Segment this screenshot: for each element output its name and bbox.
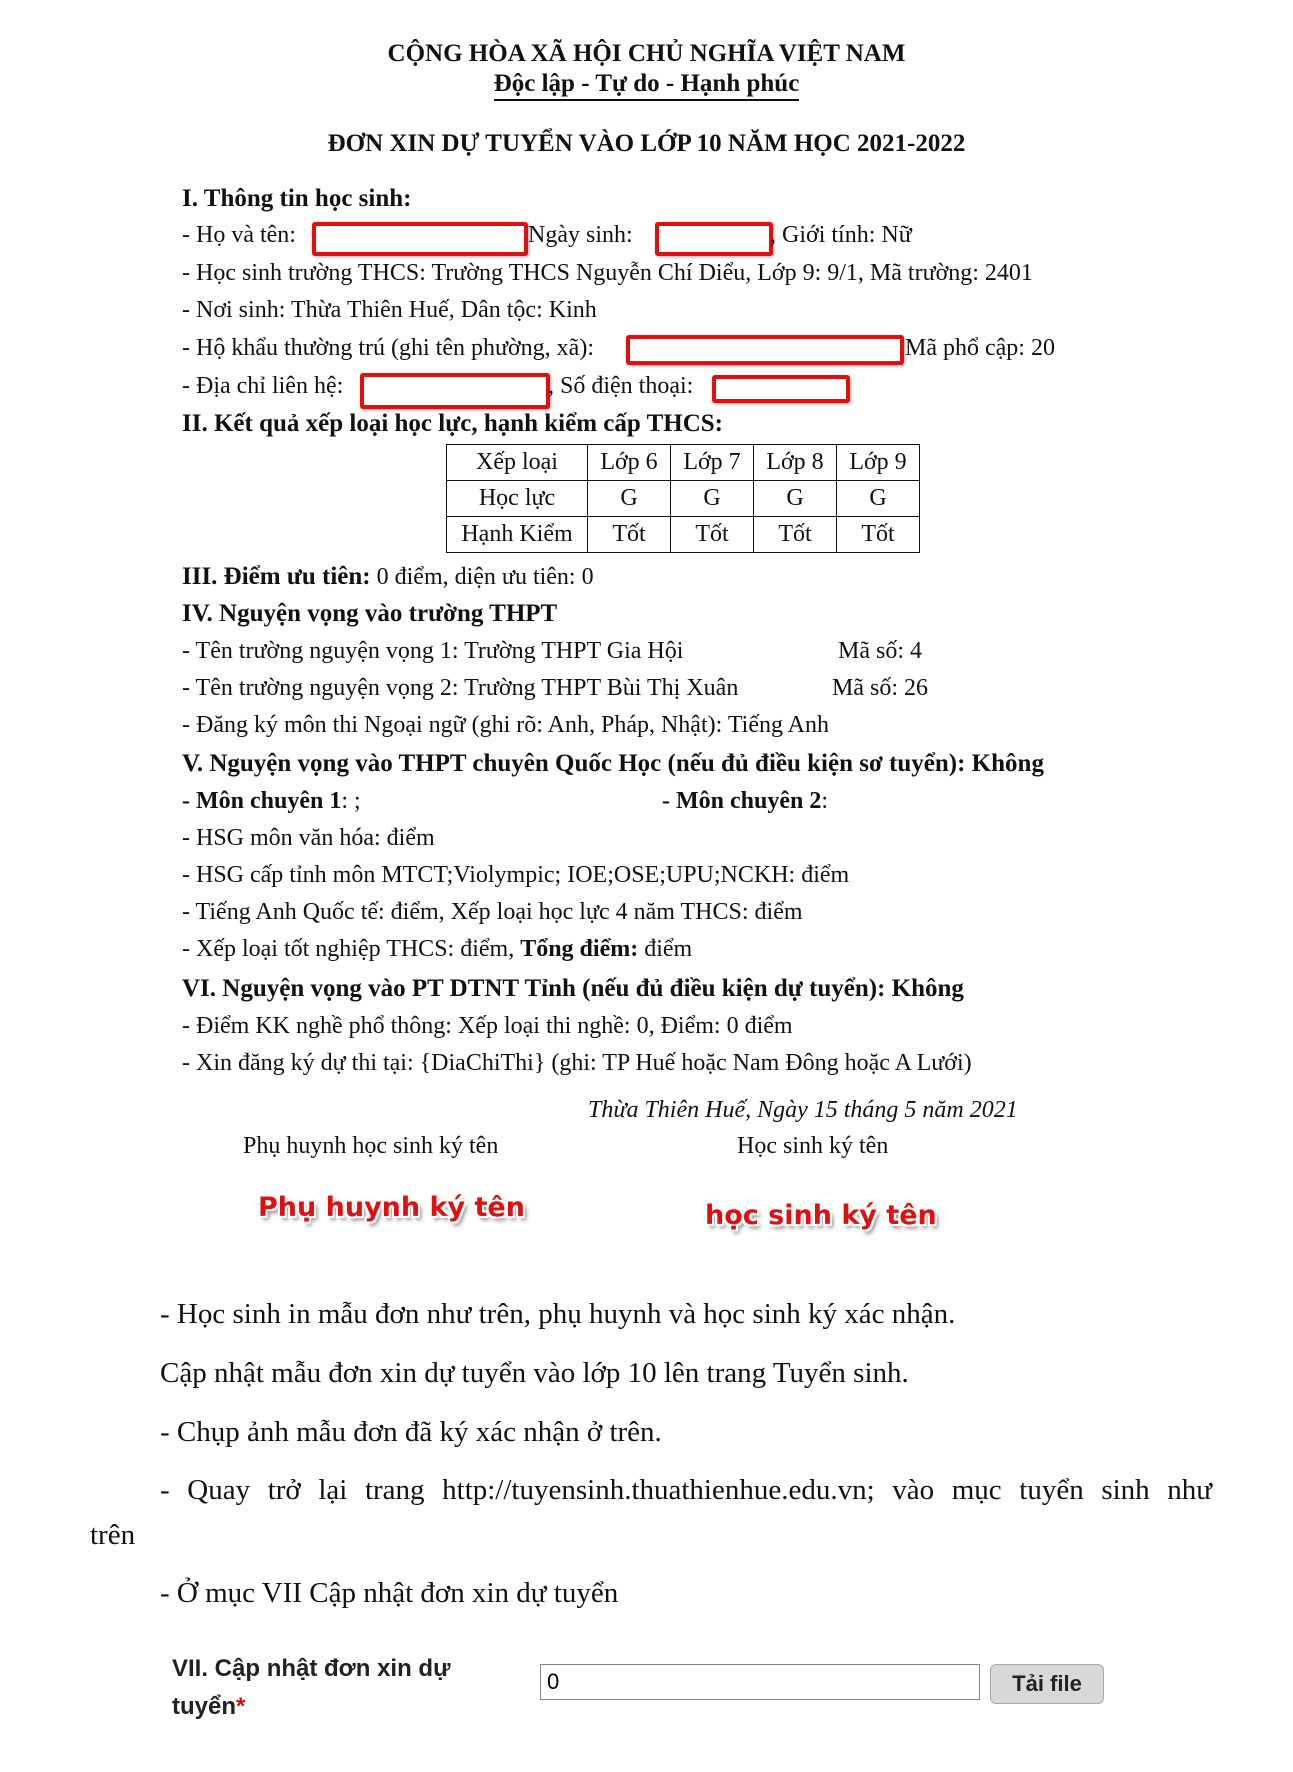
mon-chuyen-1 <box>182 788 361 815</box>
motto <box>0 70 1293 98</box>
required-mark: * <box>236 1693 246 1720</box>
redacted-residence <box>626 335 904 365</box>
country-title: CỘNG HÒA XÃ HỘI CHỦ NGHĨA VIỆT NAM <box>387 40 906 67</box>
instruction-1: - Học sinh in mẫu đơn như trên, phụ huynh và học sinh ký xác nhận. <box>160 1298 956 1330</box>
mon-chuyen-2 <box>662 788 828 815</box>
hsg-line: - HSG môn văn hóa: điểm <box>182 825 435 851</box>
grades-table <box>446 444 920 553</box>
section4-heading: IV. Nguyện vọng vào trường THPT <box>182 600 558 627</box>
table-header-cell: Lớp 8 <box>754 445 837 481</box>
birthplace-line: - Nơi sinh: Thừa Thiên Huế, Dân tộc: Kinh <box>182 297 597 323</box>
table-header-cell: Lớp 9 <box>837 445 920 481</box>
phone-label: , Số điện thoại: <box>548 373 694 399</box>
section5-heading: V. Nguyện vọng vào THPT chuyên Quốc Học (nếu đủ điều kiện sơ tuyển): Không <box>182 750 1044 777</box>
instruction-4: - Quay trở lại trang http://tuyensinh.thuathienhue.edu.vn; vào mục tuyển sinh như <box>160 1474 1212 1506</box>
upload-file-button[interactable]: Tải file <box>990 1664 1104 1704</box>
nv2-line: - Tên trường nguyện vọng 2: Trường THPT Bùi Thị Xuân <box>182 675 739 701</box>
mon2-label: - Môn chuyên 2 <box>662 788 822 814</box>
hsg-tinh-line: - HSG cấp tỉnh môn MTCT;Violympic; IOE;OSE;UPU;NCKH: điểm <box>182 862 850 888</box>
signature-date: Thừa Thiên Huế, Ngày 15 tháng 5 năm 2021 <box>588 1097 1018 1123</box>
mon1-value: : ; <box>341 788 361 814</box>
student-signature-stamp: học sinh ký tên <box>705 1200 937 1231</box>
table-header-cell: Lớp 7 <box>671 445 754 481</box>
section1-heading: I. Thông tin học sinh: <box>182 185 412 212</box>
instruction-3: - Chụp ảnh mẫu đơn đã ký xác nhận ở trên. <box>160 1416 662 1448</box>
mon1-label: - Môn chuyên 1 <box>182 788 342 814</box>
parent-signature-stamp: Phụ huynh ký tên <box>258 1192 525 1223</box>
table-cell: G <box>754 481 837 517</box>
upload-label <box>172 1650 502 1726</box>
dang-ky-line: - Xin đăng ký dự thi tại: {DiaChiThi} (ghi: TP Huế hoặc Nam Đông hoặc A Lưới) <box>182 1050 972 1076</box>
parent-sign-label: Phụ huynh học sinh ký tên <box>243 1133 499 1159</box>
gender-text: , Giới tính: Nữ <box>770 222 912 248</box>
priority-line <box>182 563 594 591</box>
nv1-code: Mã số: 4 <box>838 638 922 664</box>
table-header-cell: Xếp loại <box>447 445 588 481</box>
table-header-row <box>447 445 920 481</box>
language-line: - Đăng ký môn thi Ngoại ngữ (ghi rõ: Anh, Pháp, Nhật): Tiếng Anh <box>182 712 829 738</box>
table-cell: G <box>671 481 754 517</box>
instruction-4-cont: trên <box>90 1519 136 1551</box>
section3-heading: III. Điểm ưu tiên: <box>182 563 371 590</box>
table-cell: Hạnh Kiểm <box>447 517 588 553</box>
redacted-phone <box>712 375 850 403</box>
redacted-name <box>312 222 528 256</box>
nghe-line: - Điểm KK nghề phổ thông: Xếp loại thi nghề: 0, Điểm: 0 điểm <box>182 1013 793 1039</box>
tong-diem-label: Tổng điểm: <box>520 936 639 962</box>
mon2-value: : <box>821 788 829 814</box>
school-line: - Học sinh trường THCS: Trường THCS Nguyễn Chí Diểu, Lớp 9: 9/1, Mã trường: 2401 <box>182 260 1033 286</box>
table-cell: G <box>588 481 671 517</box>
instruction-5: - Ở mục VII Cập nhật đơn xin dự tuyển <box>160 1577 619 1609</box>
tieng-anh-line: - Tiếng Anh Quốc tế: điểm, Xếp loại học lực 4 năm THCS: điểm <box>182 899 803 925</box>
student-sign-label: Học sinh ký tên <box>737 1133 889 1159</box>
dob-label: Ngày sinh: <box>528 222 633 248</box>
instruction-2: Cập nhật mẫu đơn xin dự tuyển vào lớp 10 lên trang Tuyển sinh. <box>160 1357 909 1389</box>
address-label: - Địa chỉ liên hệ: <box>182 373 344 399</box>
section6-heading: VI. Nguyện vọng vào PT DTNT Tỉnh (nếu đủ điều kiện dự tuyển): Không <box>182 975 964 1002</box>
tot-nghiep-text: - Xếp loại tốt nghiệp THCS: điểm, <box>182 936 521 962</box>
nv2-code: Mã số: 26 <box>832 675 928 701</box>
form-title: ĐƠN XIN DỰ TUYỂN VÀO LỚP 10 NĂM HỌC 2021-2022 <box>327 130 966 157</box>
upload-file-input[interactable] <box>540 1664 980 1700</box>
name-label: - Họ và tên: <box>182 222 296 248</box>
upload-label-text: VII. Cập nhật đơn xin dự tuyển <box>172 1655 451 1720</box>
table-cell: Tốt <box>671 517 754 553</box>
section2-heading: II. Kết quả xếp loại học lực, hạnh kiểm cấp THCS: <box>182 410 724 437</box>
table-cell: Tốt <box>754 517 837 553</box>
tong-diem-value: điểm <box>638 936 693 962</box>
table-cell: Tốt <box>588 517 671 553</box>
redacted-dob <box>655 222 773 256</box>
table-row <box>447 481 920 517</box>
nv1-line: - Tên trường nguyện vọng 1: Trường THPT Gia Hội <box>182 638 684 664</box>
priority-text: 0 điểm, diện ưu tiên: 0 <box>370 564 594 590</box>
table-header-cell: Lớp 6 <box>588 445 671 481</box>
table-cell: Tốt <box>837 517 920 553</box>
pho-cap-code: Mã phổ cập: 20 <box>905 335 1055 361</box>
table-cell: G <box>837 481 920 517</box>
table-cell: Học lực <box>447 481 588 517</box>
motto-text: Độc lập - Tự do - Hạnh phúc <box>494 70 800 101</box>
residence-label: - Hộ khẩu thường trú (ghi tên phường, xã): <box>182 335 594 361</box>
tot-nghiep-line <box>182 936 692 963</box>
table-row <box>447 517 920 553</box>
redacted-address <box>360 373 550 409</box>
